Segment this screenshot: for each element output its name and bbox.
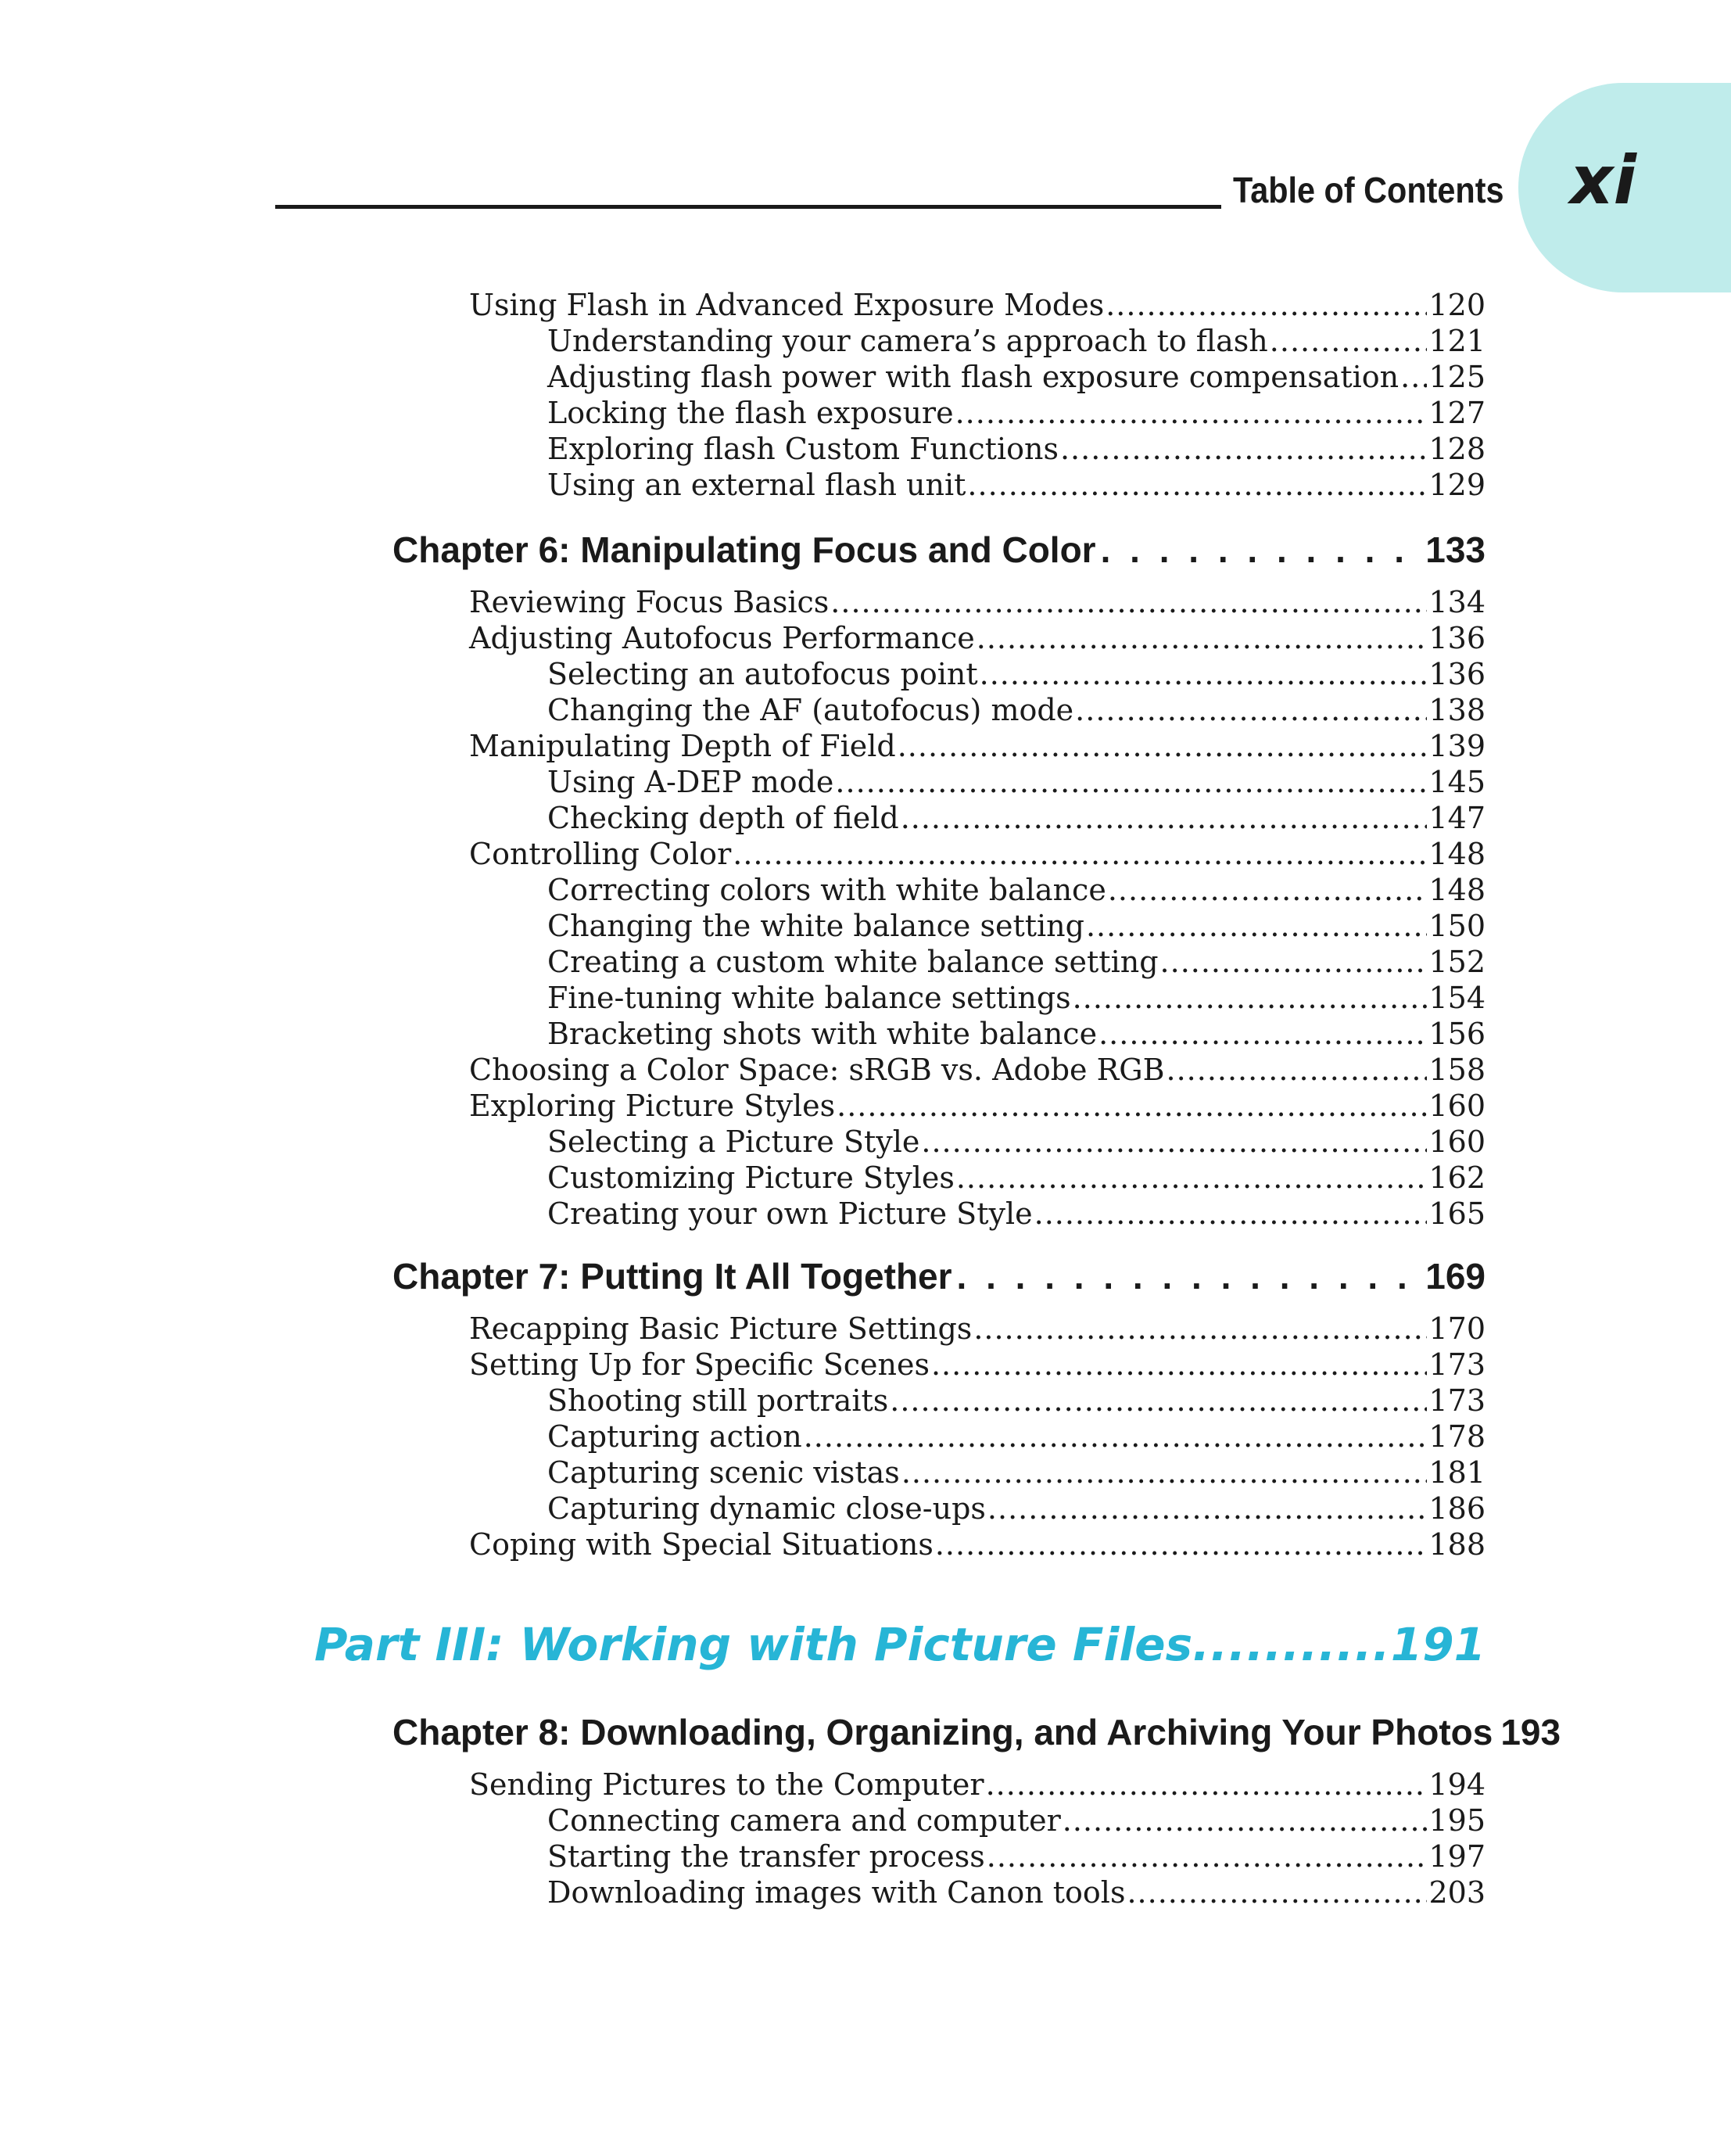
toc-entry[interactable] — [547, 801, 1486, 835]
dot-leader — [980, 657, 1428, 691]
toc-entry-title: Manipulating Depth of Field — [469, 729, 896, 763]
dot-leader — [952, 1255, 1423, 1297]
toc-entry[interactable] — [547, 1839, 1486, 1874]
toc-entry-title: Sending Pictures to the Computer — [469, 1767, 984, 1802]
dot-leader — [987, 1839, 1428, 1874]
dot-leader — [830, 585, 1427, 619]
toc-entry-title: Setting Up for Specific Scenes — [469, 1347, 930, 1382]
toc-entry[interactable] — [547, 1419, 1486, 1454]
chapter-title: Chapter 8: Downloading, Organizing, and Archiving Your Photos — [392, 1712, 1493, 1752]
toc-entry[interactable] — [547, 945, 1486, 979]
toc-entry-page: 150 — [1428, 909, 1486, 943]
toc-entry-page: 195 — [1428, 1803, 1486, 1838]
chapter-page: 169 — [1425, 1256, 1486, 1297]
toc-entry-title: Reviewing Focus Basics — [469, 585, 830, 619]
toc-entry[interactable] — [469, 837, 1486, 871]
toc-entry-title: Fine-tuning white balance settings — [547, 981, 1071, 1015]
dot-leader — [987, 1491, 1428, 1526]
toc-entry-title: Locking the flash exposure — [547, 396, 954, 430]
dot-leader — [955, 396, 1428, 430]
toc-entry-title: Exploring Picture Styles — [469, 1089, 836, 1123]
toc-entry[interactable] — [547, 1017, 1486, 1051]
dot-leader — [977, 621, 1428, 655]
chapter-title: Chapter 7: Putting It All Together — [392, 1256, 952, 1297]
toc-entry-page: 127 — [1428, 396, 1486, 430]
dot-leader — [1108, 873, 1428, 907]
toc-entry-title: Starting the transfer process — [547, 1839, 985, 1874]
toc-entry-title: Selecting an autofocus point — [547, 657, 978, 691]
toc-entry-page: 197 — [1428, 1839, 1486, 1874]
toc-entry[interactable] — [547, 1455, 1486, 1490]
dot-leader — [956, 1161, 1428, 1195]
page-number: xi — [1570, 142, 1636, 220]
dot-leader — [1086, 909, 1428, 943]
toc-entry-page: 147 — [1428, 801, 1486, 835]
dot-leader — [1400, 360, 1427, 394]
dot-leader — [1096, 529, 1423, 571]
toc-entry-page: 138 — [1428, 693, 1486, 727]
dot-leader — [898, 729, 1428, 763]
toc-entry-title: Creating a custom white balance setting — [547, 945, 1159, 979]
toc-entry-page: 156 — [1428, 1017, 1486, 1051]
toc-entry-title: Changing the AF (autofocus) mode — [547, 693, 1074, 727]
toc-entry-page: 160 — [1428, 1089, 1486, 1123]
toc-entry-title: Correcting colors with white balance — [547, 873, 1106, 907]
toc-entry-title: Changing the white balance setting — [547, 909, 1084, 943]
toc-entry-page: 145 — [1428, 765, 1486, 799]
dot-leader — [835, 765, 1427, 799]
dot-leader — [1192, 1617, 1391, 1672]
chapter-heading[interactable] — [392, 529, 1486, 571]
dot-leader — [1073, 981, 1428, 1015]
toc-entry[interactable] — [547, 1875, 1486, 1910]
toc-entry[interactable] — [547, 1161, 1486, 1195]
toc-entry-page: 152 — [1428, 945, 1486, 979]
toc-entry[interactable] — [547, 657, 1486, 691]
toc-entry[interactable] — [469, 1767, 1486, 1802]
chapter-heading[interactable] — [392, 1711, 1561, 1753]
toc-entry-title: Using A-DEP mode — [547, 765, 834, 799]
toc-entry-page: 129 — [1428, 468, 1486, 502]
toc-entry[interactable] — [469, 1053, 1486, 1087]
dot-leader — [733, 837, 1427, 871]
toc-entry-page: 154 — [1428, 981, 1486, 1015]
toc-entry-page: 121 — [1428, 324, 1486, 358]
toc-entry[interactable] — [547, 468, 1486, 502]
toc-entry[interactable] — [547, 324, 1486, 358]
dot-leader — [931, 1347, 1428, 1382]
toc-entry[interactable] — [547, 693, 1486, 727]
toc-entry-title: Coping with Special Situations — [469, 1527, 934, 1562]
toc-entry-title: Choosing a Color Space: sRGB vs. Adobe RGB — [469, 1053, 1165, 1087]
toc-entry-page: 160 — [1428, 1125, 1486, 1159]
chapter-page: 133 — [1425, 529, 1486, 570]
toc-entry[interactable] — [469, 288, 1486, 322]
toc-entry-title: Using Flash in Advanced Exposure Modes — [469, 288, 1105, 322]
toc-entry-title: Exploring flash Custom Functions — [547, 432, 1059, 466]
toc-entry-page: 165 — [1428, 1196, 1486, 1231]
toc-entry[interactable] — [469, 621, 1486, 655]
toc-entry-page: 203 — [1428, 1875, 1486, 1910]
toc-entry[interactable] — [547, 396, 1486, 430]
toc-entry-title: Recapping Basic Picture Settings — [469, 1311, 973, 1346]
dot-leader — [1063, 1803, 1428, 1838]
toc-entry-title: Downloading images with Canon tools — [547, 1875, 1126, 1910]
toc-entry-title: Capturing scenic vistas — [547, 1455, 900, 1490]
part-title: Part III: Working with Picture Files — [314, 1618, 1193, 1671]
toc-entry[interactable] — [547, 1196, 1486, 1231]
dot-leader — [967, 468, 1427, 502]
dot-leader — [901, 1455, 1428, 1490]
dot-leader — [973, 1311, 1427, 1346]
dot-leader — [890, 1383, 1427, 1418]
dot-leader — [1075, 693, 1427, 727]
toc-entry-title: Using an external flash unit — [547, 468, 966, 502]
toc-entry-page: 162 — [1428, 1161, 1486, 1195]
chapter-title: Chapter 6: Manipulating Focus and Color — [392, 529, 1096, 570]
toc-entry-title: Adjusting flash power with flash exposure compensation — [547, 360, 1399, 394]
dot-leader — [921, 1125, 1427, 1159]
dot-leader — [901, 801, 1428, 835]
toc-entry-title: Connecting camera and computer — [547, 1803, 1061, 1838]
toc-entry-page: 148 — [1428, 837, 1486, 871]
toc-entry[interactable] — [547, 909, 1486, 943]
dot-leader — [804, 1419, 1428, 1454]
toc-entry-title: Checking depth of field — [547, 801, 899, 835]
toc-entry[interactable] — [469, 1311, 1486, 1346]
toc-entry-page: 194 — [1428, 1767, 1486, 1802]
toc-entry-page: 120 — [1428, 288, 1486, 322]
toc-entry-page: 178 — [1428, 1419, 1486, 1454]
toc-entry-page: 188 — [1428, 1527, 1486, 1562]
dot-leader — [1060, 432, 1428, 466]
toc-entry[interactable] — [469, 585, 1486, 619]
dot-leader — [1167, 1053, 1428, 1087]
dot-leader — [1106, 288, 1427, 322]
toc-entry-page: 136 — [1428, 621, 1486, 655]
toc-entry-page: 139 — [1428, 729, 1486, 763]
toc-entry[interactable] — [469, 1527, 1486, 1562]
toc-entry-title: Shooting still portraits — [547, 1383, 889, 1418]
toc-entry[interactable] — [469, 1089, 1486, 1123]
toc-entry-page: 134 — [1428, 585, 1486, 619]
toc-entry-title: Understanding your camera’s approach to flash — [547, 324, 1268, 358]
toc-entry-title: Adjusting Autofocus Performance — [469, 621, 975, 655]
toc-entry[interactable] — [547, 432, 1486, 466]
toc-entry[interactable] — [547, 873, 1486, 907]
toc-entry-page: 125 — [1428, 360, 1486, 394]
running-head: Table of Contents — [1233, 170, 1504, 210]
chapter-page: 193 — [1500, 1712, 1561, 1752]
toc-entry[interactable] — [547, 360, 1486, 394]
toc-entry-page: 136 — [1428, 657, 1486, 691]
toc-entry-page: 170 — [1428, 1311, 1486, 1346]
toc-entry-title: Controlling Color — [469, 837, 732, 871]
dot-leader — [1270, 324, 1428, 358]
chapter-heading[interactable] — [392, 1255, 1486, 1297]
toc-entry-title: Selecting a Picture Style — [547, 1125, 920, 1159]
dot-leader — [837, 1089, 1427, 1123]
toc-entry[interactable] — [547, 1125, 1486, 1159]
toc-entry-page: 128 — [1428, 432, 1486, 466]
part-heading[interactable] — [314, 1617, 1486, 1672]
toc-entry[interactable] — [547, 981, 1486, 1015]
dot-leader — [1034, 1196, 1428, 1231]
dot-leader — [1127, 1875, 1427, 1910]
dot-leader — [935, 1527, 1428, 1562]
toc-entry-title: Customizing Picture Styles — [547, 1161, 955, 1195]
toc-entry[interactable] — [547, 1491, 1486, 1526]
dot-leader — [1160, 945, 1428, 979]
toc-entry-page: 158 — [1428, 1053, 1486, 1087]
toc-entry-title: Capturing dynamic close-ups — [547, 1491, 986, 1526]
toc-entry-page: 181 — [1428, 1455, 1486, 1490]
toc-entry[interactable] — [469, 1347, 1486, 1382]
dot-leader — [986, 1767, 1428, 1802]
toc-entry-title: Creating your own Picture Style — [547, 1196, 1033, 1231]
toc-entry[interactable] — [547, 1383, 1486, 1418]
toc-entry-page: 148 — [1428, 873, 1486, 907]
toc-entry-page: 173 — [1428, 1347, 1486, 1382]
toc-entry-title: Bracketing shots with white balance — [547, 1017, 1098, 1051]
toc-entry[interactable] — [547, 765, 1486, 799]
toc-entry[interactable] — [547, 1803, 1486, 1838]
dot-leader — [1098, 1017, 1427, 1051]
toc-entry[interactable] — [469, 729, 1486, 763]
toc-entry-page: 173 — [1428, 1383, 1486, 1418]
toc-entry-title: Capturing action — [547, 1419, 802, 1454]
part-page: 191 — [1390, 1618, 1486, 1671]
toc-entry-page: 186 — [1428, 1491, 1486, 1526]
